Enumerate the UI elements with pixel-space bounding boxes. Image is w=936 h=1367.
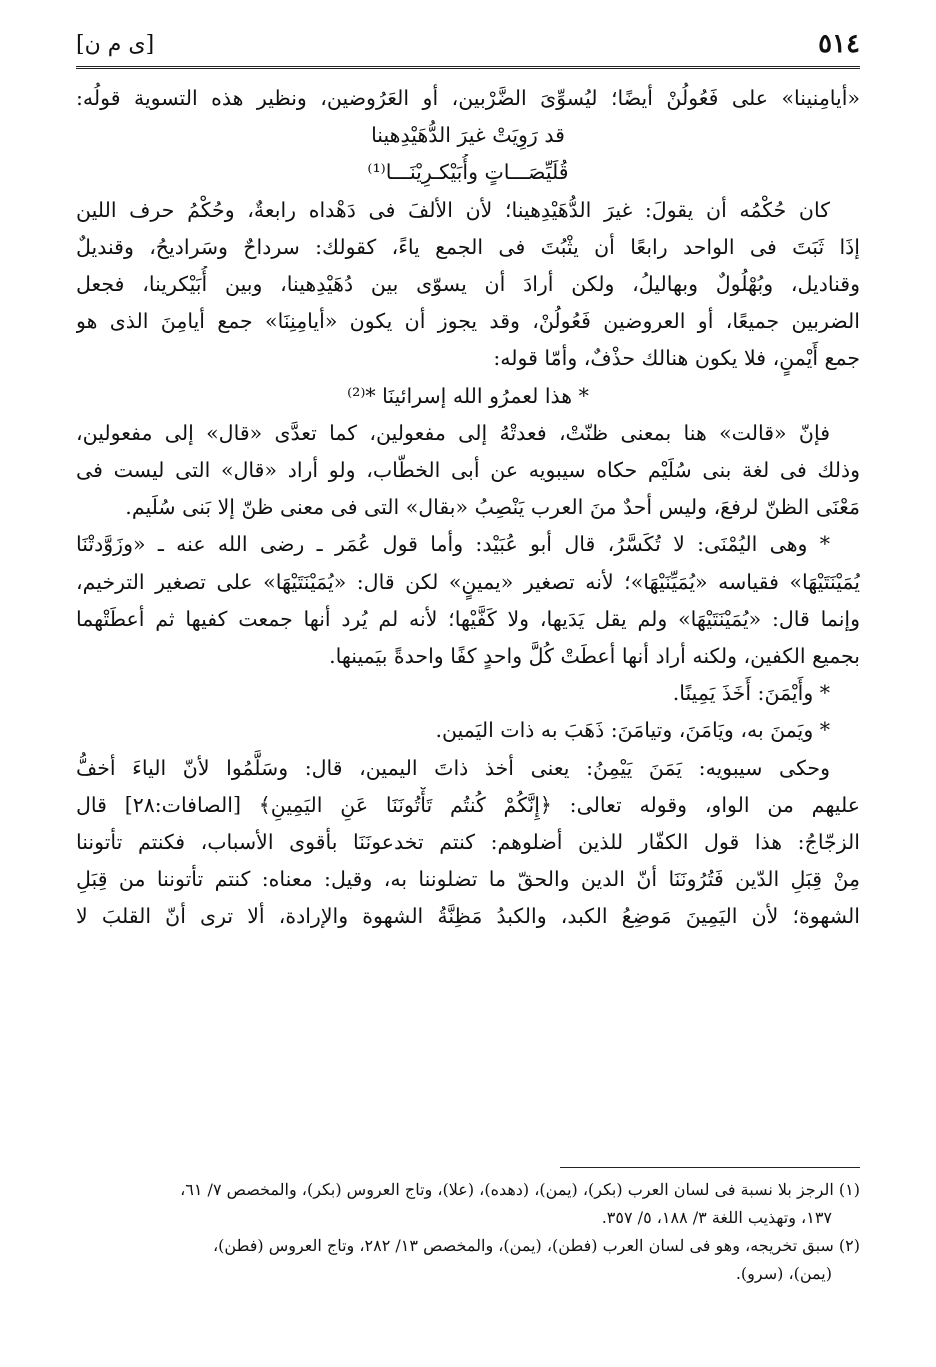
footnote-line: ١٣٧، وتهذيب اللغة ٣/ ١٨٨، ٥/ ٣٥٧. (601, 1208, 832, 1227)
page-header (76, 26, 860, 62)
footnote-line: (يمن)، (سرو). (735, 1264, 832, 1283)
header-divider (76, 66, 860, 69)
text-line: فإنّ «قالت» هنا بمعنى ظنّتْ، فعدتْهُ إلى مفعولين، كما تعدَّى «قال» إلى مفعولين، (76, 420, 830, 445)
text-line: «أيامِنينا» على فَعُولُنْ أيضًا؛ ليُسوِّىَ الضَّرْبين، أو العَرُوضين، ونظير هذه التسوية قولُه: (76, 86, 860, 110)
text-line: عليهم من الواو، وقوله تعالى: ﴿إِنَّكُمْ كُنتُم تَأْتُونَنَا عَنِ اليَمِينِ﴾ [الصافات:٢٨] قال (76, 792, 860, 817)
main-text (76, 80, 860, 936)
text-line: يُمَيْنَتَيْهَا» فقياسه «يُمَيِّنَيْهَا»؛ لأنه تصغير «يمينٍ» لكن قال: «يُمَيْنَتَيْهَا» على تصغير الترخيم، (76, 569, 860, 594)
text-line: الزجّاجُ: هذا قول الكفّار للذين أضلوهم: كنتم تخدعونَنَا بأقوى الأسباب، فكنتم تأتوننا (76, 830, 860, 855)
text-line: * ويَمنَ به، ويَامَنَ، وتيامَنَ: ذَهَبَ به ذات اليَمين. (435, 718, 830, 743)
page-number: ٥١٤ (818, 29, 860, 59)
text-line: إذَا ثَبَتَ فى الواحد رابعًا أن يثْبُتَ فى الجمع ياءً، كقولك: سرداحٌ وسَراديحُ، وقنديلٌ (76, 234, 860, 259)
text-line: بجميع الكفين، ولكنه أراد أنها أعطَتْ كُلَّ واحدٍ كفًا واحدةً بيَمينها. (329, 644, 860, 669)
footnote-divider (560, 1167, 860, 1168)
verse-line: قد رَوِيَتْ غيرَ الدُّهَيْدِهينا (371, 123, 565, 148)
text-line: وحكى سيبويه: يَمَنَ يَيْمِنُ: يعنى أخذ ذاتَ اليمين، قال: وسَلَّمُوا لأنّ الياءَ أخفُّ (76, 755, 830, 780)
verse-line: قُلَيِّصَـــاتٍ وأُبَيْكـرِيْنَـــا⁽¹⁾ (367, 160, 569, 185)
footnote-line: (٢) سبق تخريجه، وهو فى لسان العرب (فطن)، (يمن)، والمخصص ١٣/ ٢٨٢، وتاج العروس (فطن)، (213, 1236, 860, 1255)
root-label: [ى م ن] (76, 31, 155, 57)
text-line: الشهوة؛ لأن اليَمِينَ مَوضِعُ الكبد، والكبدُ مَظِنَّةُ الشهوة والإرادة، ألا ترى أنّ القلبَ لا (76, 904, 860, 929)
footnotes (76, 1176, 860, 1288)
text-line: مَعْنَى الظنّ لرفعَ، وليس أحدٌ منَ العرب يَنْصِبُ «بقال» التى فى معنى ظنّ إلا بَنى سُلَيم. (125, 495, 860, 520)
text-line: * وأَيْمَنَ: أَخَذَ يَمِينًا. (672, 681, 830, 706)
footnote-line: (١) الرجز بلا نسبة فى لسان العرب (بكر)، (يمن)، (دهده)، (علا)، وتاج العروس (بكر)، والمخصص ٧/ ٦١، (180, 1180, 860, 1199)
text-line: كان حُكْمُه أن يقولَ: غيرَ الدُّهَيْدِهينا؛ لأن الألفَ فى دَهْداه رابعةٌ، وحُكْمُ حرف اللين (76, 197, 830, 222)
text-line: وإنما قال: «يُمَيْنَتَيْهَا» ولم يقل يَدَيها، ولا كَفَّيْها؛ لأنه لم يُرد أنها جمعت كفيها ثم أعطَتْهما (76, 606, 860, 631)
text-line: مِنْ قِبَلِ الدّين فَتُرُونَنَا أنّ الدين والحقّ ما تضلوننا به، وقيل: معناه: كنتم تأتوننا من قِبَلِ (76, 867, 860, 892)
text-line: جمع أَيْمنٍ، فلا يكون هنالك حذْفٌ، وأمّا قوله: (493, 346, 860, 371)
text-line: وذلك فى لغة بنى سُلَيْم حكاه سيبويه عن أبى الخطّاب، ولو أراد «قال» التى ليست فى (76, 458, 860, 483)
text-line: وقناديل، وبُهْلُولٌ وبهاليلُ، ولكن أرادَ أن يسوّى بين دُهَيْدِهينا، وبين أُبَيْكرينا، فجعل (76, 272, 860, 297)
verse-line: * هذا لعمرُو الله إسرائينَا *⁽²⁾ (347, 383, 589, 408)
text-line: الضربين جميعًا، أو العروضين فَعُولُنْ، وقد يجوز أن يكون «أيامِنِنَا» جمع أيامِنَ الذى هو (76, 309, 860, 334)
text-line: * وهى اليُمْنَى: لا تُكَسَّرُ، قال أبو عُبَيْد: وأما قول عُمَر ـ رضى الله عنه ـ «وزَوَّدتْنَا (76, 532, 830, 557)
